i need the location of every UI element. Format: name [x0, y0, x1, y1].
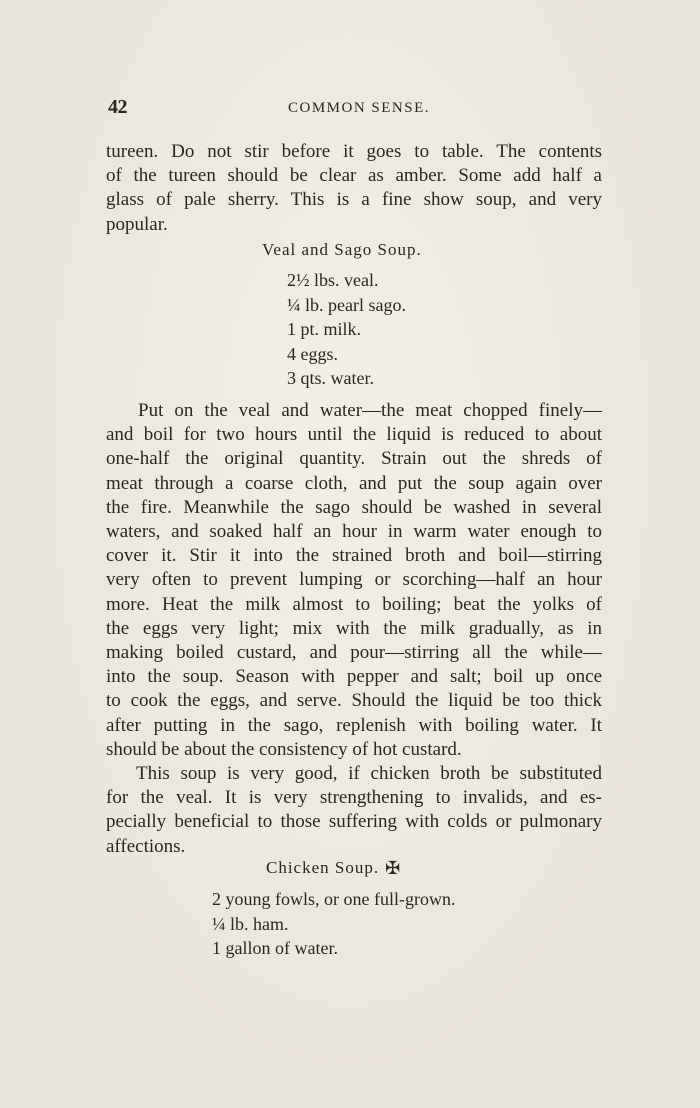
- text-line: the fire. Meanwhile the sago should be washed in several: [106, 496, 602, 518]
- text-line: one-half the original quantity. Strain out the shreds of: [106, 448, 602, 470]
- ingredient-item: ¼ lb. ham.: [212, 913, 289, 934]
- ingredient-item: 4 eggs.: [287, 343, 338, 364]
- text-line: of the tureen should be clear as amber. Some add half a: [106, 165, 602, 187]
- ingredient-item: ¼ lb. pearl sago.: [287, 294, 406, 315]
- text-line: making boiled custard, and pour—stirring all the while—: [106, 642, 602, 664]
- continuation-paragraph: [106, 140, 602, 237]
- text-line: to cook the eggs, and serve. Should the liquid be too thick: [106, 690, 602, 712]
- recipe-title-chicken: [266, 858, 401, 879]
- text-line: meat through a coarse cloth, and put the soup again over: [106, 472, 602, 494]
- ingredient-item: 1 pt. milk.: [287, 319, 362, 339]
- text-line: affections.: [106, 835, 186, 857]
- note-paragraph-veal-sago: [106, 762, 602, 859]
- ingredient-list-chicken: [212, 887, 455, 961]
- text-line: after putting in the sago, replenish with boiling water. It: [106, 714, 602, 736]
- text-line: waters, and soaked half an hour in warm water enough to: [106, 521, 602, 543]
- text-line: tureen. Do not stir before it goes to table. The contents: [106, 141, 602, 162]
- ingredient-list-veal-sago: [287, 268, 406, 391]
- text-line: and boil for two hours until the liquid is reduced to about: [106, 424, 602, 446]
- text-line: pecially beneficial to those suffering with colds or pulmonary: [106, 811, 602, 833]
- text-line: This soup is very good, if chicken broth be substituted: [136, 763, 602, 784]
- recipe-title-chicken-text: Chicken Soup.: [266, 858, 380, 877]
- text-line: cover it. Stir it into the strained broth and boil—stirring: [106, 545, 602, 567]
- ingredient-item: 3 qts. water.: [287, 368, 374, 388]
- text-line: the eggs very light; mix with the milk gradually, as in: [106, 617, 602, 639]
- text-line: very often to prevent lumping or scorching—half an hour: [106, 569, 602, 591]
- method-paragraph-veal-sago: [106, 399, 602, 762]
- ingredient-item: 2½ lbs. veal.: [287, 270, 379, 290]
- ingredient-item: 2 young fowls, or one full-grown.: [212, 889, 456, 909]
- page-number: 42: [108, 96, 127, 118]
- text-line: glass of pale sherry. This is a fine show soup, and very: [106, 189, 602, 211]
- running-head: COMMON SENSE.: [288, 100, 431, 116]
- text-line: popular.: [106, 213, 168, 235]
- text-line: for the veal. It is very strengthening to invalids, and es-: [106, 787, 602, 809]
- recipe-title-veal-sago: Veal and Sago Soup.: [262, 240, 422, 259]
- text-line: Put on the veal and water—the meat chopped finely—: [138, 400, 602, 421]
- page-header: [108, 96, 598, 120]
- cross-ornament-icon: ✠: [385, 858, 402, 878]
- ingredient-item: 1 gallon of water.: [212, 938, 338, 958]
- text-line: into the soup. Season with pepper and salt; boil up once: [106, 666, 602, 688]
- text-line: more. Heat the milk almost to boiling; beat the yolks of: [106, 593, 602, 615]
- text-line: should be about the consistency of hot custard.: [106, 738, 462, 760]
